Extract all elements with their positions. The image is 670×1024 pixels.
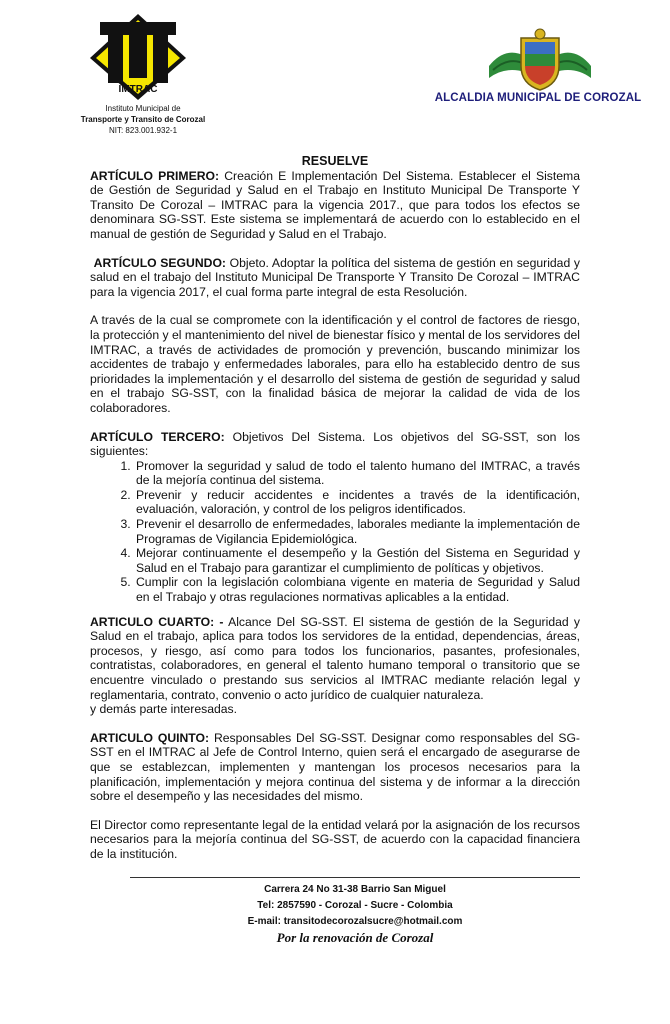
- list-item: 1. Promover la seguridad y salud de todo el talento humano del IMTRAC, a través de la mejoría continua del sistema.: [134, 459, 580, 488]
- article-text: Creación E Implementación Del Sistema. Establecer el Sistema de Gestión de Seguridad y Salud en el Trabajo en Instituto Municipal De Transporte Y Transito De Corozal – IMTRAC para la vigencia 2017., que para todos los efectos se denominara SG-SST. Este sistema se implementará de acuerdo con lo establecido en el manual de gestión de Seguridad y Salud en el Trabajo.: [90, 168, 580, 241]
- resolve-heading: RESUELVE: [301, 154, 369, 168]
- institution-name: [58, 103, 228, 136]
- article-segundo: [90, 256, 580, 300]
- institution-line2: Transporte y Transito de Corozal: [80, 115, 206, 124]
- list-item: 2. Prevenir y reducir accidentes e incidentes a través de la identificación, evaluación, valoración, y control de los peligros identificados.: [134, 488, 580, 517]
- article-label: ARTÍCULO SEGUNDO:: [93, 255, 226, 270]
- list-item: 4. Mejorar continuamente el desempeño y la Gestión del Sistema en Seguridad y Salud en el Trabajo para garantizar el cumplimiento de políticas y objetivos.: [134, 546, 580, 575]
- article-text: Objetivos Del Sistema. Los objetivos del SG-SST, son los siguientes:: [90, 429, 581, 459]
- article-text: Alcance Del SG-SST. El sistema de gestión de la Seguridad y Salud en el trabajo, aplica para todos los servidores de la entidad, dependencias, áreas, procesos, y riesgo, así como para todos los funcionarios, pasantes, profesionales, contratistas, colaboradores, en general el talento humano temporal o transitorio que se encuentre vinculado o prestando sus servicios al IMTRAC mediante relación legal y reglamentaria, contrato, convenio o acto jurídico de cualquier naturaleza.: [90, 614, 580, 702]
- institution-nit: NIT: 823.001.932-1: [108, 126, 178, 135]
- article-tercero: [90, 430, 580, 459]
- article-label: ARTÍCULO PRIMERO:: [90, 168, 220, 183]
- footer-contact: [130, 914, 580, 930]
- footer: [130, 882, 580, 914]
- paragraph-director: El Director como representante legal de la entidad velará por la asignación de los recursos necesarios para la mejoría continua del SG-SST, de acuerdo con la capacidad financiera de la institución.: [90, 817, 580, 861]
- institution-line1: Instituto Municipal de: [105, 104, 181, 113]
- alcaldia-title: ALCALDIA MUNICIPAL DE COROZAL: [434, 92, 642, 104]
- article-quinto: [90, 731, 580, 804]
- objectives-list: [90, 459, 580, 605]
- corozal-coat-of-arms-icon: [485, 26, 595, 96]
- article-primero: [90, 169, 580, 242]
- imtrac-logo-icon: [88, 12, 188, 102]
- list-item: 5. Cumplir con la legislación colombiana vigente en materia de Seguridad y Salud en el Trabajo y otras regulaciones normativas aplicables a la entidad.: [134, 575, 580, 604]
- footer-motto: Por la renovación de Corozal: [276, 930, 434, 945]
- logo-text: IMTRAC: [118, 84, 158, 95]
- paragraph-commitment: A través de la cual se compromete con la identificación y el control de factores de riesgo, la protección y el mantenimiento del nivel de bienestar físico y mental de los servidores del IMTRAC, a través de actividades de promoción y prevención, buscando minimizar los accidentes de trabajo y enfermedades laborales, para ello ha establecido dentro de sus prioridades la implementación y el desarrollo del sistema de gestión de seguridad y salud en el trabajo SG-SST, con la finalidad básica de mejorar la calidad de vida de los colaboradores.: [90, 313, 580, 415]
- footer-phone: Tel: 2857590 - Corozal - Sucre - Colombia: [257, 900, 453, 911]
- footer-email: E-mail: transitodecorozalsucre@hotmail.com: [247, 916, 463, 927]
- list-item: 3. Prevenir el desarrollo de enfermedades, laborales mediante la implementación de Programas de Vigilancia Epidemiológica.: [134, 517, 580, 546]
- resolution-body: [90, 154, 580, 862]
- article-label: ARTICULO CUARTO: -: [90, 614, 224, 629]
- article-label: ARTÍCULO TERCERO:: [90, 429, 225, 444]
- article-cuarto-tail: y demás parte interesadas.: [90, 702, 238, 717]
- article-label: ARTICULO QUINTO:: [90, 730, 210, 745]
- footer-divider: [130, 877, 580, 878]
- footer-address: Carrera 24 No 31-38 Barrio San Miguel: [264, 884, 446, 895]
- article-text: Objeto. Adoptar la política del sistema de gestión en seguridad y salud en el trabajo del Instituto Municipal De Transporte Y Transito De Corozal – IMTRAC para la vigencia 2017, el cual forma parte integral de esta Resolución.: [90, 255, 580, 299]
- article-text: Responsables Del SG-SST. Designar como responsables del SG-SST en el IMTRAC al Jefe de Control Interno, quien será el encargado de asegurarse de que se establezcan, implementen y mantengan los procesos necesarios para la planificación, implementación y mejora continua del sistema y de informar a la dirección sobre el desempeño y las necesidades del mismo.: [90, 730, 580, 804]
- article-cuarto: [90, 615, 580, 703]
